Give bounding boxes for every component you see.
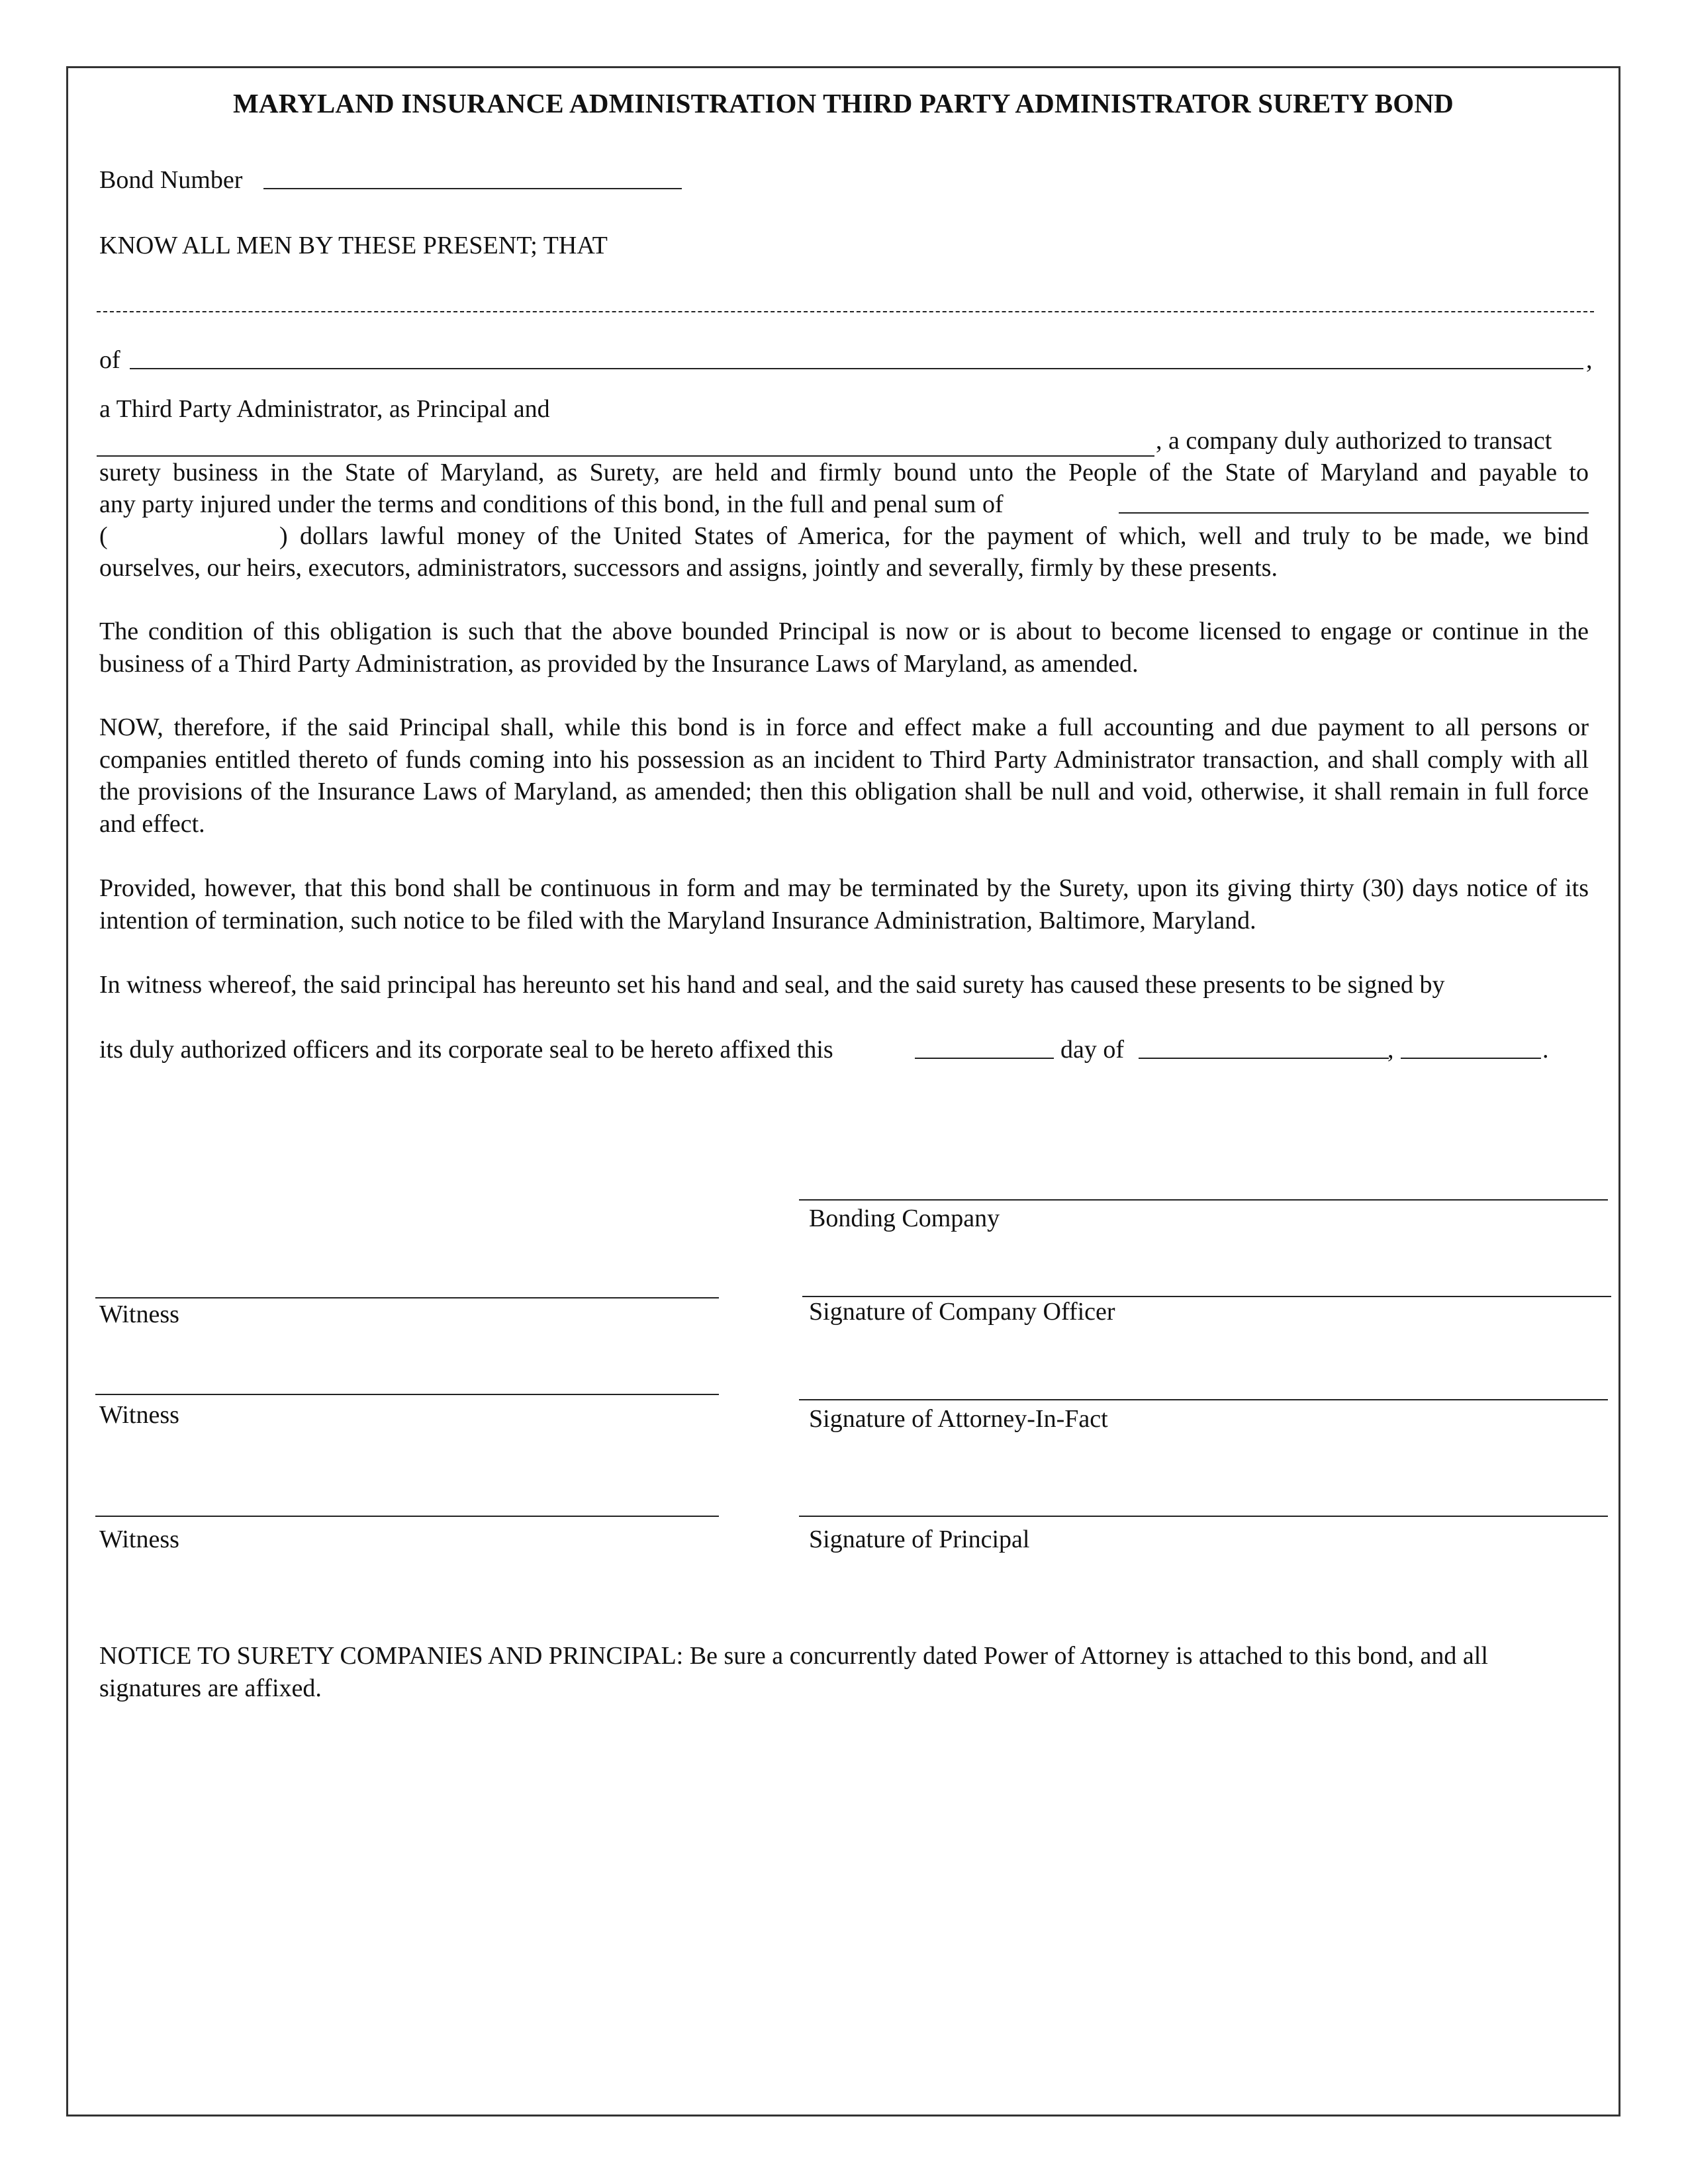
- bond-number-label: Bond Number: [99, 166, 243, 194]
- year-field[interactable]: [1401, 1058, 1541, 1059]
- surety-paragraph-line-4: ourselves, our heirs, executors, administrators, successors and assigns, jointly and severally, firmly by these presents.: [99, 554, 1278, 582]
- of-comma: ,: [1586, 346, 1593, 374]
- principal-signature-label: Signature of Principal: [809, 1525, 1030, 1553]
- witness-1-label: Witness: [99, 1300, 179, 1328]
- surety-paragraph-line-2: any party injured under the terms and conditions of this bond, in the full and penal sum of: [99, 490, 1004, 518]
- company-authorized-text: , a company duly authorized to transact: [1156, 427, 1552, 455]
- principal-signature-field[interactable]: [799, 1516, 1608, 1517]
- principal-name-field[interactable]: [97, 311, 1594, 312]
- date-comma: ,: [1387, 1036, 1394, 1064]
- know-all-men-line: KNOW ALL MEN BY THESE PRESENT; THAT: [99, 232, 608, 259]
- condition-paragraph: The condition of this obligation is such that the above bounded Principal is now or is about to become licensed to engage or continue in the business of a Third Party Administration, as provided by the Insurance Laws of Maryland, as amended.: [99, 617, 1589, 678]
- witness-2-label: Witness: [99, 1401, 179, 1429]
- page-border: [66, 66, 1620, 2116]
- penal-sum-amount-field[interactable]: [109, 523, 278, 549]
- surety-paragraph-line-1: surety business in the State of Maryland, as Surety, are held and firmly bound unto the People of the State of Maryland and payable to: [99, 459, 1589, 486]
- notice-paragraph: NOTICE TO SURETY COMPANIES AND PRINCIPAL: Be sure a concurrently dated Power of Attorney is attached to this bond, and all signatures are affixed.: [99, 1642, 1488, 1702]
- now-therefore-paragraph: NOW, therefore, if the said Principal shall, while this bond is in force and effect make a full accounting and due payment to all persons or companies entitled thereto of funds coming into his possession as an incident to Third Party Administrator transaction, and shall comply with all the provisions of the Insurance Laws of Maryland, as amended; then this obligation shall be null and void, otherwise, it shall remain in full force and effect.: [99, 713, 1589, 838]
- day-field[interactable]: [915, 1058, 1054, 1059]
- affixed-text: its duly authorized officers and its corporate seal to be hereto affixed this: [99, 1036, 833, 1064]
- witness-1-signature-field[interactable]: [95, 1297, 719, 1298]
- bonding-company-label: Bonding Company: [809, 1205, 1000, 1232]
- bonding-company-field[interactable]: [799, 1199, 1608, 1201]
- of-label: of: [99, 346, 120, 374]
- company-officer-label: Signature of Company Officer: [809, 1298, 1115, 1326]
- month-field[interactable]: [1139, 1058, 1389, 1059]
- provided-paragraph: Provided, however, that this bond shall be continuous in form and may be terminated by the Surety, upon its giving thirty (30) days notice of its intention of termination, such notice to be filed with the Maryland Insurance Administration, Baltimore, Maryland.: [99, 874, 1589, 934]
- day-of-text: day of: [1060, 1036, 1125, 1064]
- attorney-in-fact-label: Signature of Attorney-In-Fact: [809, 1405, 1108, 1433]
- penal-sum-words-field[interactable]: [1119, 512, 1589, 514]
- witness-2-signature-field[interactable]: [95, 1394, 719, 1395]
- witness-3-label: Witness: [99, 1525, 179, 1553]
- form-title: MARYLAND INSURANCE ADMINISTRATION THIRD PARTY ADMINISTRATOR SURETY BOND: [232, 88, 1454, 118]
- principal-line: a Third Party Administrator, as Principal and: [99, 395, 550, 423]
- attorney-in-fact-signature-field[interactable]: [799, 1399, 1608, 1400]
- penal-sum-open-paren: (: [99, 522, 108, 550]
- witness-3-signature-field[interactable]: [95, 1516, 719, 1517]
- surety-paragraph-line-3: ) dollars lawful money of the United States of America, for the payment of which, well and truly to be made, we bind: [279, 522, 1589, 550]
- witness-whereof-line: In witness whereof, the said principal has hereunto set his hand and seal, and the said surety has caused these presents to be signed by: [99, 971, 1445, 999]
- date-period: .: [1542, 1036, 1549, 1064]
- bond-number-field[interactable]: [263, 188, 682, 189]
- principal-address-field[interactable]: [130, 368, 1583, 369]
